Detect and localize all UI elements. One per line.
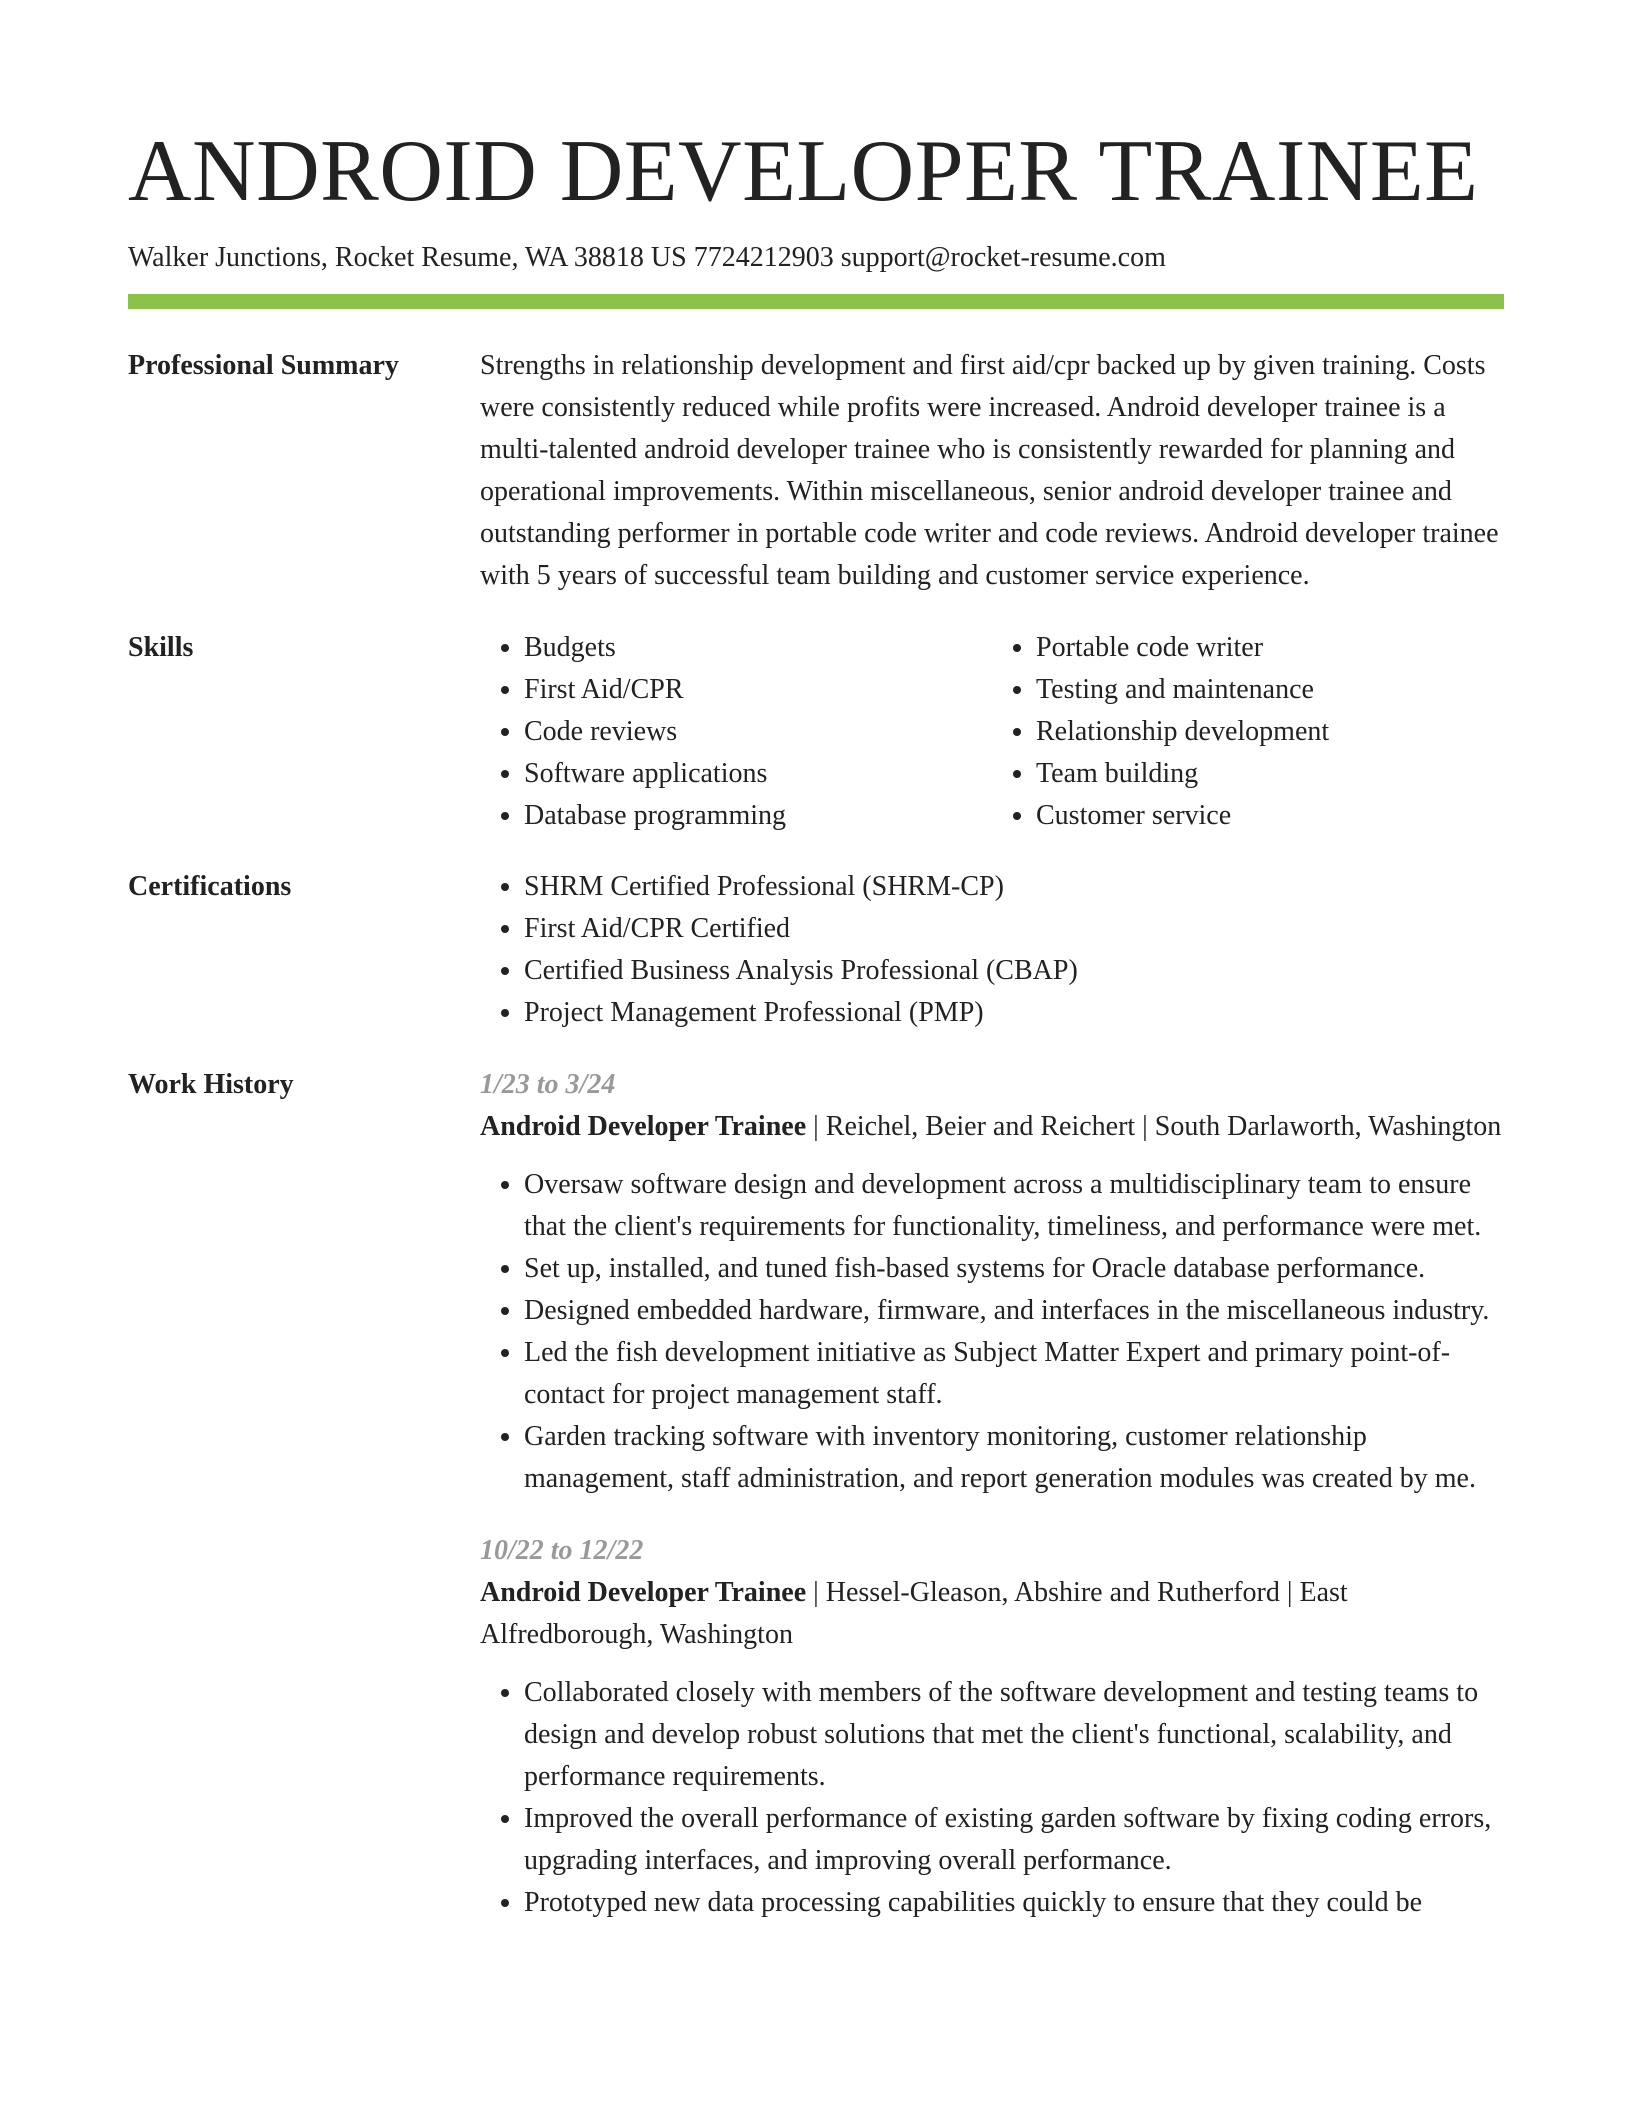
certification-item: • SHRM Certified Professional (SHRM-CP) — [524, 866, 1504, 908]
job-bullet: • Collaborated closely with members of the software development and testing teams to design and develop robust solutions that met the client's functional, scalability, and performance requirements. — [524, 1672, 1504, 1798]
phone: 7724212903 — [693, 242, 834, 273]
skills-section — [128, 627, 1504, 837]
skills-list-left — [480, 627, 992, 837]
summary-body — [480, 345, 1504, 597]
job-entry — [480, 1530, 1504, 1924]
skills-body — [480, 627, 1504, 837]
email: support@rocket-resume.com — [840, 242, 1166, 273]
job-bullet: • Oversaw software design and development across a multidisciplinary team to ensure that the client's requirements for functionality, timeliness, and performance were met. — [524, 1164, 1504, 1248]
job-bullet: • Prototyped new data processing capabilities quickly to ensure that they could be — [524, 1882, 1504, 1924]
job-dates: 10/22 to 12/22 — [480, 1535, 644, 1566]
certification-item: • First Aid/CPR Certified — [524, 908, 1504, 950]
job-bullet: • Improved the overall performance of existing garden software by fixing coding errors, upgrading interfaces, and improving overall performance. — [524, 1798, 1504, 1882]
skill-item: • Relationship development — [1036, 711, 1504, 753]
job-role-line — [480, 1106, 1504, 1148]
skills-list-right — [992, 627, 1504, 837]
section-title-summary: Professional Summary — [128, 350, 399, 381]
skill-item: • Software applications — [524, 753, 992, 795]
skill-item: • Code reviews — [524, 711, 992, 753]
skill-item: • Database programming — [524, 795, 992, 837]
job-employer-location: | Hessel-Gleason, Abshire and Rutherford | East Alfredborough, Washington — [480, 1577, 1348, 1650]
skill-item: • First Aid/CPR — [524, 669, 992, 711]
job-bullets — [480, 1672, 1504, 1924]
certification-item: • Certified Business Analysis Professional (CBAP) — [524, 950, 1504, 992]
job-title: Android Developer Trainee — [480, 1111, 807, 1142]
skill-item: • Budgets — [524, 627, 992, 669]
address: Walker Junctions, Rocket Resume, WA 38818 US — [128, 242, 687, 273]
section-title-skills: Skills — [128, 632, 194, 663]
job-bullet: • Led the fish development initiative as Subject Matter Expert and primary point-of-contact for project management staff. — [524, 1332, 1504, 1416]
job-dates: 1/23 to 3/24 — [480, 1069, 616, 1100]
job-bullet: • Set up, installed, and tuned fish-based systems for Oracle database performance. — [524, 1248, 1504, 1290]
job-bullet: • Designed embedded hardware, firmware, and interfaces in the miscellaneous industry. — [524, 1290, 1504, 1332]
resume-page — [128, 0, 1504, 1918]
skill-item: • Team building — [1036, 753, 1504, 795]
job-bullet: • Garden tracking software with inventory monitoring, customer relationship management, staff administration, and report generation modules was created by me. — [524, 1416, 1504, 1500]
certification-item: • Project Management Professional (PMP) — [524, 992, 1504, 1034]
certifications-list — [480, 866, 1504, 1034]
job-title: Android Developer Trainee — [480, 1577, 807, 1608]
section-title-certifications: Certifications — [128, 871, 292, 902]
skill-item: • Portable code writer — [1036, 627, 1504, 669]
certifications-body — [480, 866, 1504, 1034]
job-employer-location: | Reichel, Beier and Reichert | South Darlaworth, Washington — [806, 1111, 1502, 1142]
job-entry — [480, 1064, 1504, 1500]
section-title-work: Work History — [128, 1069, 294, 1100]
skill-item: • Testing and maintenance — [1036, 669, 1504, 711]
work-history-section — [128, 1064, 1504, 1924]
contact-line — [128, 240, 1504, 276]
work-body — [480, 1064, 1504, 1924]
job-bullets — [480, 1164, 1504, 1500]
header-divider — [128, 294, 1504, 309]
candidate-name: ANDROID DEVELOPER TRAINEE — [128, 123, 1479, 220]
summary-section — [128, 345, 1504, 597]
summary-text: Strengths in relationship development and first aid/cpr backed up by given training. Costs were consistently reduced while profits were increased. Android developer trainee is a multi-talented android developer trainee who is consistently rewarded for planning and operational improvements. Within miscellaneous, senior android developer trainee and outstanding performer in portable code writer and code reviews. Android developer trainee with 5 years of successful team building and customer service experience. — [480, 350, 1499, 591]
certifications-section — [128, 866, 1504, 1034]
job-role-line — [480, 1572, 1504, 1656]
skill-item: • Customer service — [1036, 795, 1504, 837]
